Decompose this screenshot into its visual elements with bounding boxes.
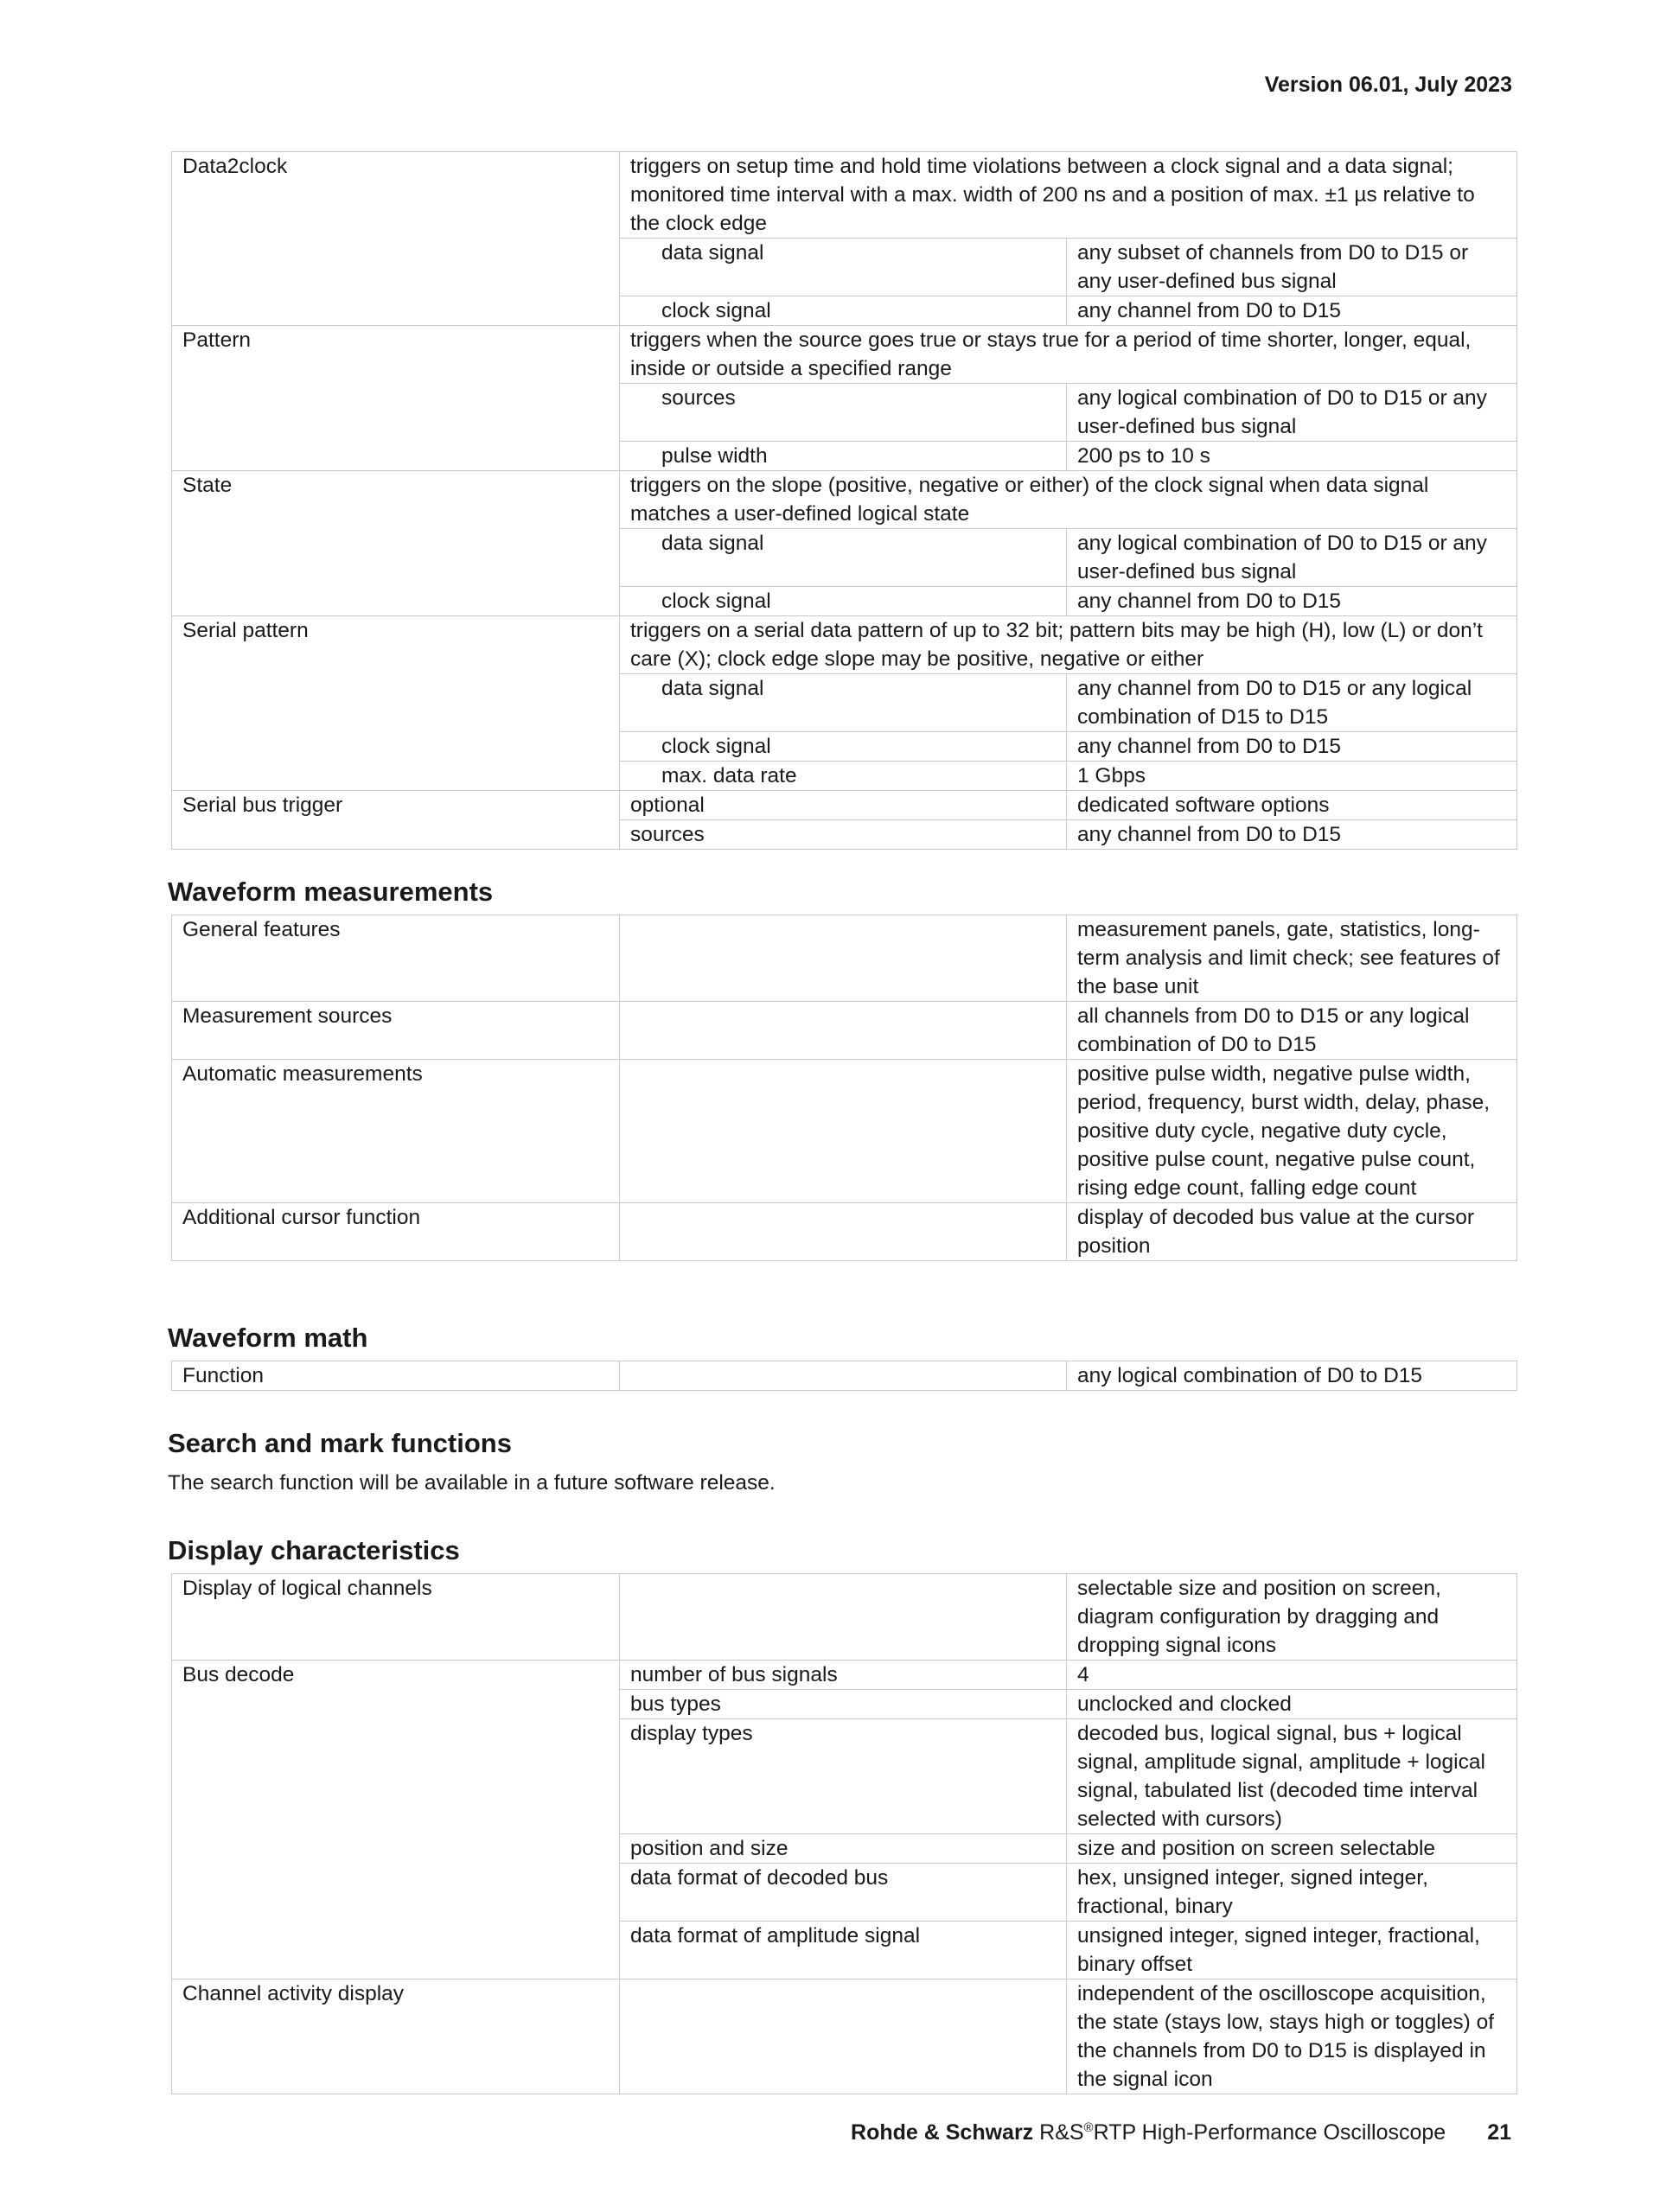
page-footer: [851, 2120, 1511, 2145]
spec-label: Measurement sources: [172, 1002, 620, 1060]
table-row: [172, 915, 1517, 1002]
table-row: [172, 1203, 1517, 1261]
empty-cell: [620, 1574, 1067, 1661]
table-row: [172, 791, 1517, 820]
empty-cell: [620, 1060, 1067, 1203]
spec-value: 4: [1067, 1661, 1517, 1690]
spec-value: hex, unsigned integer, signed integer, fractional, binary: [1067, 1864, 1517, 1922]
spec-value: measurement panels, gate, statistics, long-term analysis and limit check; see features of the base unit: [1067, 915, 1517, 1002]
spec-parameter: optional: [620, 791, 1067, 820]
spec-value: any channel from D0 to D15: [1067, 820, 1517, 850]
table-row: [172, 1002, 1517, 1060]
spec-value: any logical combination of D0 to D15 or any user-defined bus signal: [1067, 384, 1517, 442]
table-row: [172, 1060, 1517, 1203]
spec-description: triggers on a serial data pattern of up to 32 bit; pattern bits may be high (H), low (L) or don’t care (X); clock edge slope may be positive, negative or either: [620, 616, 1517, 674]
document-version: Version 06.01, July 2023: [1264, 73, 1512, 97]
table-row: [172, 1574, 1517, 1661]
spec-label: Bus decode: [172, 1661, 620, 1979]
spec-value: any channel from D0 to D15: [1067, 732, 1517, 762]
spec-value: any logical combination of D0 to D15: [1067, 1361, 1517, 1391]
spec-value: selectable size and position on screen, diagram configuration by dragging and dropping signal icons: [1067, 1574, 1517, 1661]
spec-value: unclocked and clocked: [1067, 1690, 1517, 1719]
spec-parameter: pulse width: [620, 442, 1067, 471]
page-number: 21: [1487, 2120, 1511, 2145]
empty-cell: [620, 1979, 1067, 2094]
spec-parameter: clock signal: [620, 296, 1067, 326]
spec-parameter: number of bus signals: [620, 1661, 1067, 1690]
spec-label: Serial pattern: [172, 616, 620, 791]
section-heading: Search and mark functions: [168, 1428, 512, 1458]
spec-description: triggers on setup time and hold time violations between a clock signal and a data signal; monitored time interval with a max. width of 200 ns and a position of max. ±1 µs relative to the clock edge: [620, 152, 1517, 239]
spec-value: 1 Gbps: [1067, 762, 1517, 791]
spec-value: all channels from D0 to D15 or any logical combination of D0 to D15: [1067, 1002, 1517, 1060]
spec-label: Automatic measurements: [172, 1060, 620, 1203]
table-row: [172, 471, 1517, 529]
spec-value: any channel from D0 to D15 or any logical combination of D15 to D15: [1067, 674, 1517, 732]
spec-value: decoded bus, logical signal, bus + logical signal, amplitude signal, amplitude + logical signal, tabulated list (decoded time interval selected with cursors): [1067, 1719, 1517, 1834]
table-row: [172, 1661, 1517, 1690]
spec-value: display of decoded bus value at the cursor position: [1067, 1203, 1517, 1261]
spec-parameter: clock signal: [620, 732, 1067, 762]
spec-value: positive pulse width, negative pulse width, period, frequency, burst width, delay, phase, positive duty cycle, negative duty cycle, positive pulse count, negative pulse count, rising edge count, falling edge count: [1067, 1060, 1517, 1203]
spec-parameter: display types: [620, 1719, 1067, 1834]
table-row: [172, 1979, 1517, 2094]
spec-parameter: data format of amplitude signal: [620, 1922, 1067, 1979]
spec-label: Function: [172, 1361, 620, 1391]
table-row: [172, 616, 1517, 674]
math-table: [171, 1361, 1517, 1391]
section-heading: Display characteristics: [168, 1535, 460, 1565]
spec-parameter: max. data rate: [620, 762, 1067, 791]
table-row: [172, 152, 1517, 239]
spec-value: any logical combination of D0 to D15 or any user-defined bus signal: [1067, 529, 1517, 587]
spec-parameter: data signal: [620, 529, 1067, 587]
spec-parameter: data signal: [620, 674, 1067, 732]
spec-parameter: sources: [620, 384, 1067, 442]
display-table: [171, 1573, 1517, 2094]
spec-parameter: sources: [620, 820, 1067, 850]
spec-parameter: data signal: [620, 239, 1067, 296]
spec-value: unsigned integer, signed integer, fractional, binary offset: [1067, 1922, 1517, 1979]
spec-label: State: [172, 471, 620, 616]
measurements-table: [171, 915, 1517, 1261]
spec-label: Data2clock: [172, 152, 620, 326]
spec-value: any channel from D0 to D15: [1067, 587, 1517, 616]
spec-value: independent of the oscilloscope acquisition, the state (stays low, stays high or toggles) of the channels from D0 to D15 is displayed in the signal icon: [1067, 1979, 1517, 2094]
spec-value: dedicated software options: [1067, 791, 1517, 820]
spec-description: triggers on the slope (positive, negative or either) of the clock signal when data signal matches a user-defined logical state: [620, 471, 1517, 529]
spec-label: Serial bus trigger: [172, 791, 620, 850]
spec-value: any channel from D0 to D15: [1067, 296, 1517, 326]
spec-parameter: data format of decoded bus: [620, 1864, 1067, 1922]
section-heading: Waveform measurements: [168, 877, 494, 907]
spec-value: 200 ps to 10 s: [1067, 442, 1517, 471]
empty-cell: [620, 915, 1067, 1002]
registered-mark: ®: [1083, 2120, 1094, 2135]
spec-parameter: bus types: [620, 1690, 1067, 1719]
section-heading: Waveform math: [168, 1323, 368, 1353]
spec-parameter: position and size: [620, 1834, 1067, 1864]
spec-label: Additional cursor function: [172, 1203, 620, 1261]
spec-value: any subset of channels from D0 to D15 or any user-defined bus signal: [1067, 239, 1517, 296]
spec-label: Channel activity display: [172, 1979, 620, 2094]
table-row: [172, 1361, 1517, 1391]
table-row: [172, 326, 1517, 384]
search-note: The search function will be available in a future software release.: [168, 1471, 776, 1495]
spec-parameter: clock signal: [620, 587, 1067, 616]
empty-cell: [620, 1203, 1067, 1261]
footer-product: RTP High-Performance Oscilloscope: [1093, 2120, 1446, 2145]
trigger-spec-table: [171, 151, 1517, 850]
empty-cell: [620, 1002, 1067, 1060]
spec-label: Pattern: [172, 326, 620, 471]
spec-description: triggers when the source goes true or stays true for a period of time shorter, longer, equal, inside or outside a specified range: [620, 326, 1517, 384]
empty-cell: [620, 1361, 1067, 1391]
spec-value: size and position on screen selectable: [1067, 1834, 1517, 1864]
footer-company: Rohde & Schwarz: [851, 2120, 1034, 2145]
footer-product-prefix: R&S: [1039, 2120, 1084, 2145]
spec-label: General features: [172, 915, 620, 1002]
spec-label: Display of logical channels: [172, 1574, 620, 1661]
